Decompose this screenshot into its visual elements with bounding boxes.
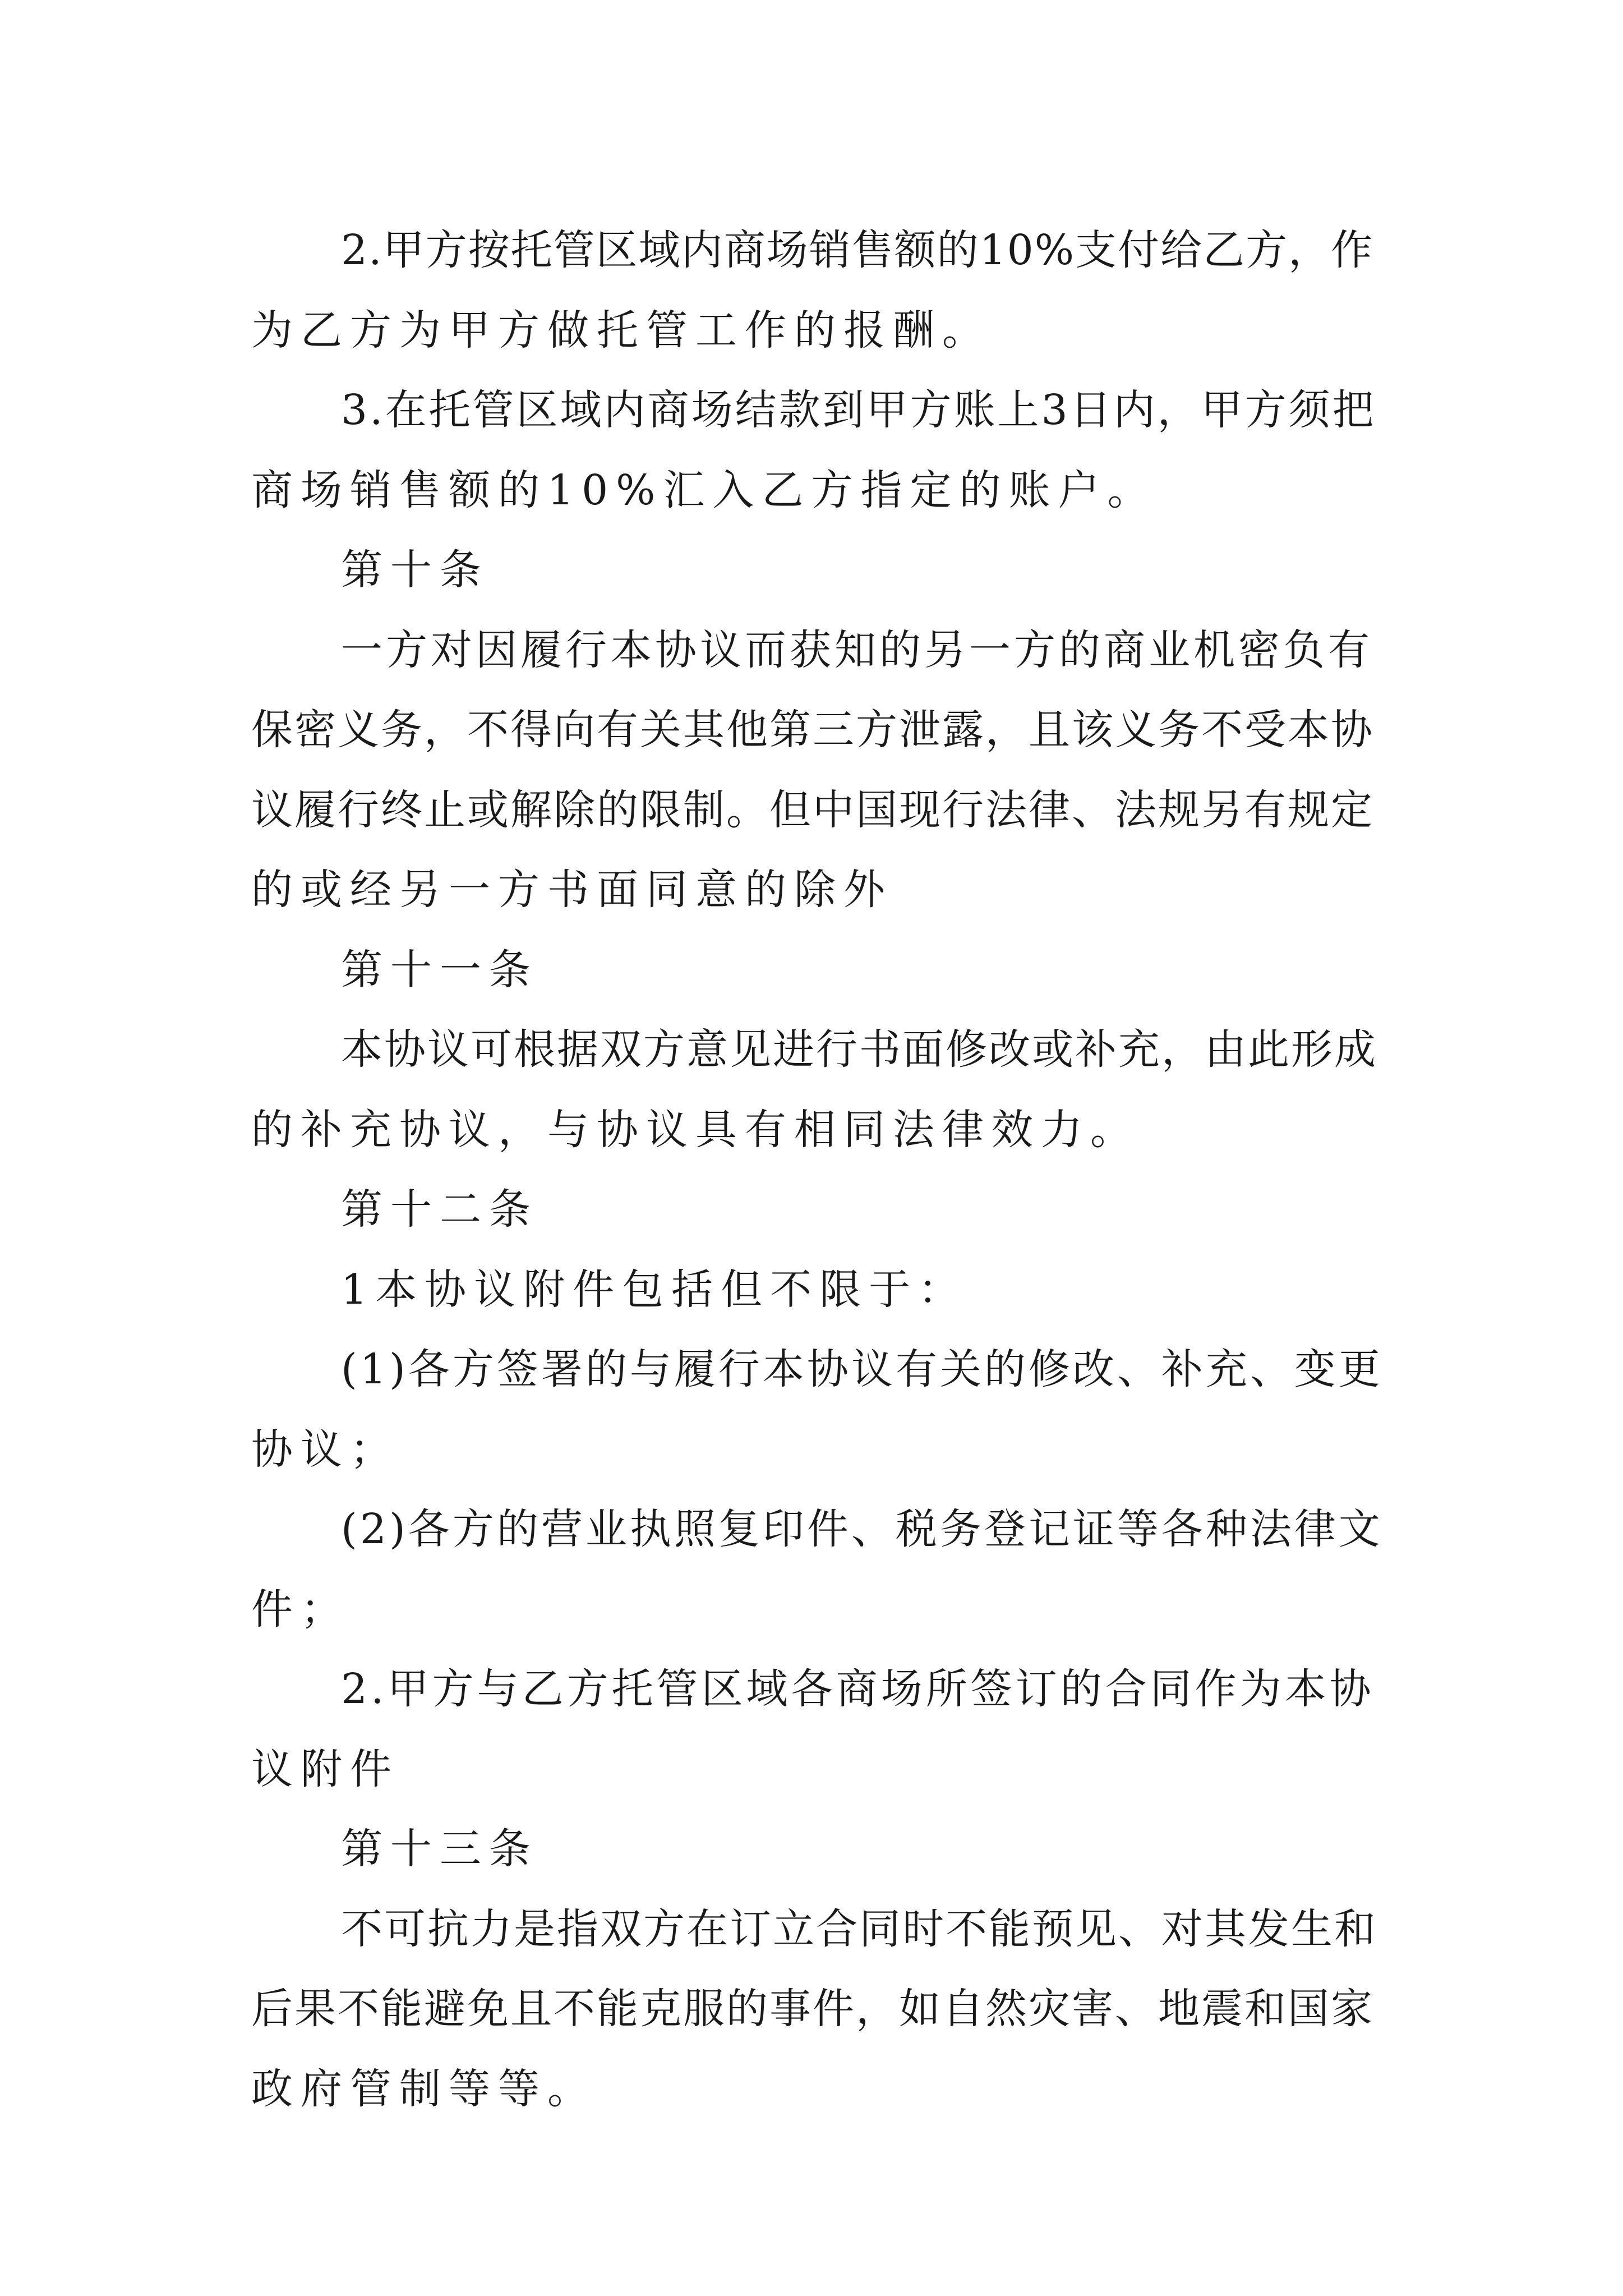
paragraph-line: 一方对因履行本协议而获知的另一方的商业机密负有 xyxy=(341,625,1373,674)
paragraph-line: 2.甲方按托管区域内商场销售额的10%支付给乙方，作 xyxy=(341,226,1374,274)
article-heading: 第十一条 xyxy=(341,945,538,994)
paragraph-line: 的或经另一方书面同意的除外 xyxy=(251,866,893,914)
paragraph-line: 不可抗力是指双方在订立合同时不能预见、对其发生和 xyxy=(341,1904,1377,1953)
paragraph-line: (1)各方签署的与履行本协议有关的修改、补充、变更 xyxy=(341,1345,1383,1393)
article-heading: 第十三条 xyxy=(341,1825,538,1873)
paragraph-line: 政府管制等等。 xyxy=(251,2064,597,2113)
paragraph-line: 协议； xyxy=(251,1425,399,1474)
paragraph-line: 1本协议附件包括但不限于： xyxy=(341,1265,968,1314)
paragraph-line: 为乙方为甲方做托管工作的报酬。 xyxy=(251,306,992,355)
paragraph-line: 件； xyxy=(251,1585,350,1634)
paragraph-line: 的补充协议，与协议具有相同法律效力。 xyxy=(251,1105,1140,1154)
article-heading: 第十条 xyxy=(341,546,489,594)
paragraph-line: 议履行终止或解除的限制。但中国现行法律、法规另有规定 xyxy=(251,785,1374,834)
paragraph-line: (2)各方的营业执照复印件、税务登记证等各种法律文 xyxy=(341,1505,1383,1553)
article-heading: 第十二条 xyxy=(341,1185,538,1234)
paragraph-line: 保密义务，不得向有关其他第三方泄露，且该义务不受本协 xyxy=(251,706,1374,754)
paragraph-line: 商场销售额的10%汇入乙方指定的账户。 xyxy=(251,466,1157,514)
paragraph-line: 议附件 xyxy=(251,1745,399,1793)
document-body xyxy=(251,210,1384,2129)
paragraph-line: 3.在托管区域内商场结款到甲方账上3日内，甲方须把 xyxy=(341,386,1376,434)
paragraph-line: 2.甲方与乙方托管区域各商场所签订的合同作为本协 xyxy=(341,1665,1375,1713)
paragraph-line: 后果不能避免且不能克服的事件，如自然灾害、地震和国家 xyxy=(251,1985,1374,2033)
paragraph-line: 本协议可根据双方意见进行书面修改或补充，由此形成 xyxy=(341,1025,1377,1074)
